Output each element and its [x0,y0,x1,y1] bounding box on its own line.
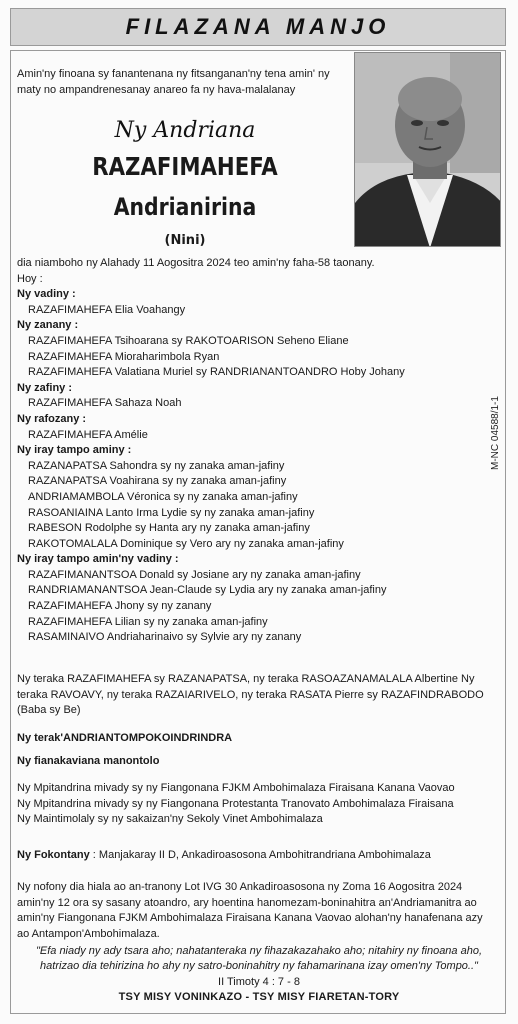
portrait-photo [354,52,501,247]
list-item: RAZANAPATSA Voahirana sy ny zanaka aman-jafiny [28,475,287,488]
church-paragraph [17,781,492,828]
heading-rafozany: Ny rafozany : [17,412,87,425]
intro-text: Amin'ny finoana sy fanantenana ny fitsanganan'ny tena amin' ny maty no ampandrenesanay anareo fa ny hava-malalanay [17,68,330,96]
fokontany-label: Ny Fokontany [17,849,90,861]
fokontany-value: : Manjakaray II D, Ankadiroasosona Ambohitrandriana Ambohimalaza [92,849,431,861]
terak-line: Ny terak'ANDRIANTOMPOKOINDRINDRA [17,732,233,744]
deceased-surname: RAZAFIMAHEFA [92,152,278,181]
list-item: RAZAFIMAHEFA Mioraharimbola Ryan [28,350,220,363]
teraka-paragraph: Ny teraka RAZAFIMAHEFA sy RAZANAPATSA, ny teraka RASOAZANAMALALA Albertine Ny teraka RAVOAVY, ny teraka RAZAIARIVELO, ny teraka RASATA Pierre sy RAZAFINDRABODO (Baba sy Be) [17,673,484,717]
burial-paragraph: Ny nofony dia hiala ao an-tranony Lot IVG 30 Ankadiroasosona ny Zoma 16 Aogositra 2024 amin'ny 12 ora sy sasany atoandro, ary hoentina hanomezam-boninahitra an'Andriamanitra ao amin'ny Fiangonana FJKM Ambohimalaza Firaisana Kanana Vaovao alohan'ny hanafenana azy ao Antampon'Ambohimalaza. [17,881,483,940]
heading-zanany: Ny zanany : [17,319,79,332]
list-item: RASOANIAINA Lanto Irma Lydie sy ny zanaka aman-jafiny [28,506,315,519]
church-line: Ny Mpitandrina mivady sy ny Fiangonana FJKM Ambohimalaza Firaisana Kanana Vaovao [17,782,455,794]
list-item: RAZAFIMAHEFA Tsihoarana sy RAKOTOARISON Seheno Eliane [28,334,349,347]
list-item: RAKOTOMALALA Dominique sy Vero ary ny zanaka aman-jafiny [28,537,344,550]
fokontany-line [17,848,492,864]
list-item: RAZAFIMAHEFA Jhony sy ny zanany [28,600,212,613]
fianakaviana-line: Ny fianakaviana manontolo [17,755,160,767]
list-item: RAZAFIMAHEFA Valatiana Muriel sy RANDRIANANTOANDRO Hoby Johany [28,366,405,379]
deceased-nickname: (Nini) [164,233,206,248]
list-item: RAZANAPATSA Sahondra sy ny zanaka aman-jafiny [28,459,285,472]
death-line: dia niamboho ny Alahady 11 Aogositra 2024 teo amin'ny faha-58 taonany. [17,257,375,269]
list-item: RAZAFIMAHEFA Elia Voahangy [28,303,186,316]
header-title: FILAZANA MANJO [125,14,391,39]
list-item: RAZAFIMAHEFA Lilian sy ny zanaka aman-jafiny [28,615,268,628]
list-item: ANDRIAMAMBOLA Véronica sy ny zanaka aman-jafiny [28,490,298,503]
verse-reference: II Timoty 4 : 7 - 8 [218,976,300,988]
footer-notice: TSY MISY VONINKAZO - TSY MISY FIARETAN-TORY [118,991,400,1003]
list-item: RAZAFIMAHEFA Sahaza Noah [28,397,182,410]
hoy-label: Hoy : [17,272,43,285]
list-item: RABESON Rodolphe sy Hanta ary ny zanaka aman-jafiny [28,522,310,535]
church-line: Ny Mpitandrina mivady sy ny Fiangonana Protestanta Tranovato Ambohimalaza Firaisana [17,797,454,810]
family-section [17,256,487,646]
list-item: RAZAFIMAHEFA Amélie [28,428,148,441]
list-item: RASAMINAIVO Andriaharinaivo sy Sylvie ary ny zanany [28,631,302,644]
list-item: RAZAFIMANANTSOA Donald sy Josiane ary ny zanaka aman-jafiny [28,568,361,581]
church-line: Ny Maintimolaly sy ny sakaizan'ny Sekoly Vinet Ambohimalaza [17,813,323,826]
heading-iray-tampo-vadiny: Ny iray tampo amin'ny vadiny : [17,553,179,566]
heading-iray-tampo: Ny iray tampo aminy : [17,444,132,457]
heading-zafiny: Ny zafiny : [17,381,73,394]
list-item: RANDRIAMANANTSOA Jean-Claude sy Lydia ary ny zanaka aman-jafiny [28,584,387,597]
bible-quote: "Efa niady ny ady tsara aho; nahatanteraka ny fihazakazahako aho; nitahiry ny finoana aho, hatrizao dia tehirizina ho ahy ny satro-boninahitry ny fahamarinana izay omen'ny Tompo.." [35,945,483,972]
deceased-given-name: Andrianirina [113,193,257,221]
name-prefix: Ny Andriana [114,118,256,143]
reference-code: M-NC 04588/1-1 [490,396,501,470]
header-banner [10,8,506,46]
heading-vadiny: Ny vadiny : [17,288,76,301]
